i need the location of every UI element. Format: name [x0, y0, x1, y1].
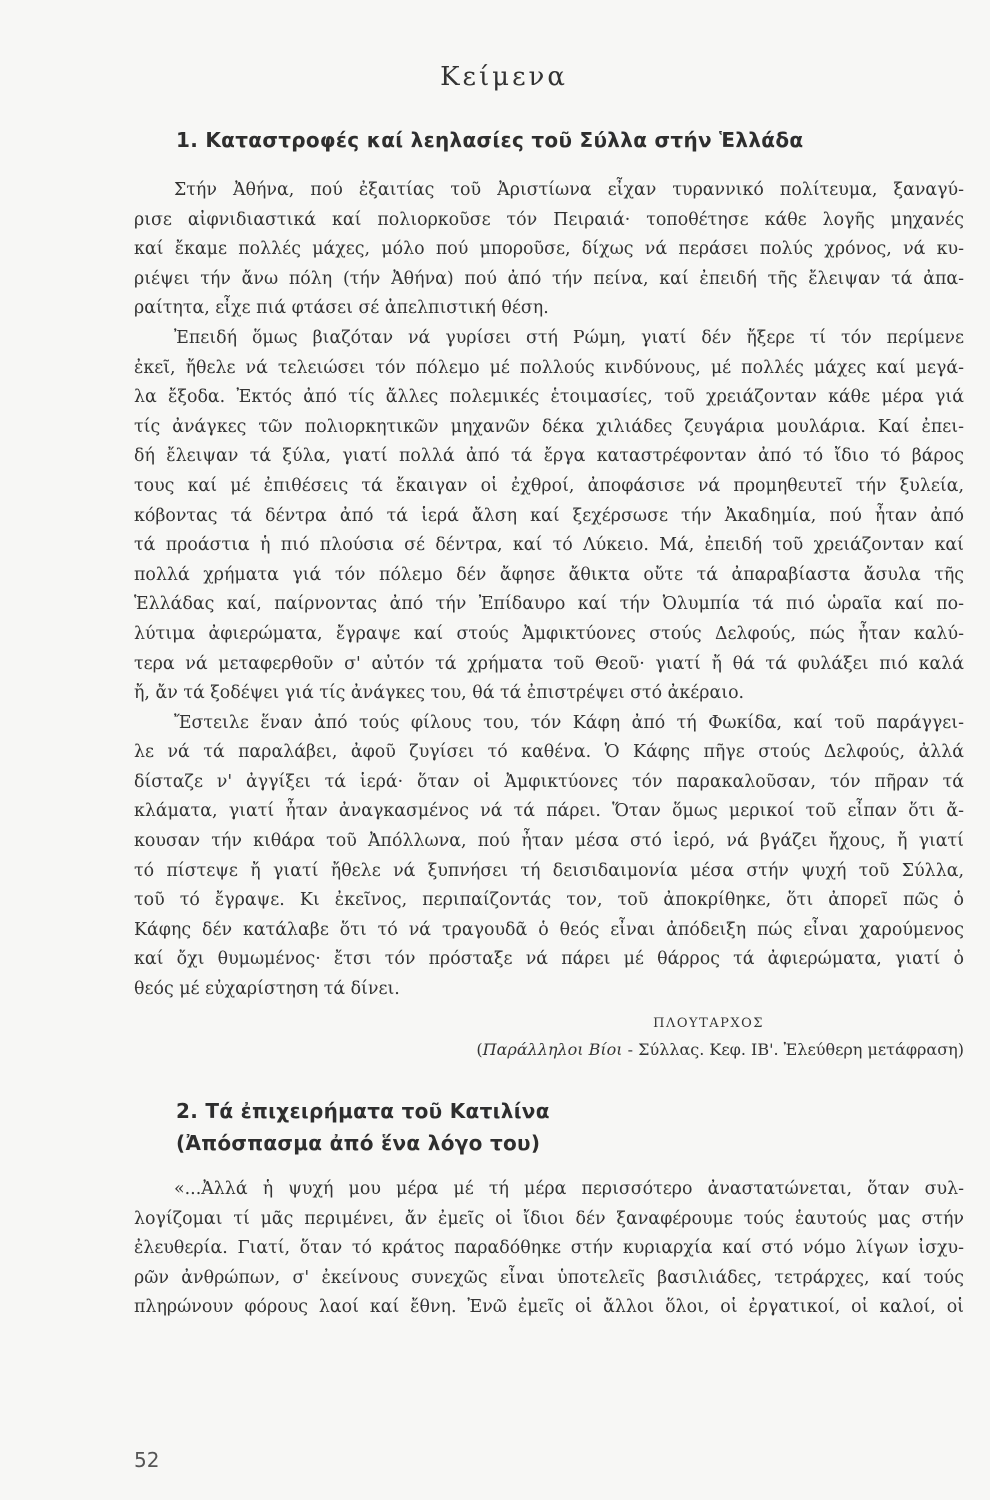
text-line: καί ὄχι θυμωμένος· ἔτσι τόν πρόσταξε νά πάρει μέ θάρρος τά ἀφιερώματα, γιατί ὁ — [134, 949, 964, 970]
text-line: πληρώνουν φόρους λαοί καί ἔθνη. Ἐνῶ ἐμεῖς οἱ ἄλλοι ὅλοι, οἱ ἐργατικοί, οἱ καλοί, οἱ — [134, 1297, 964, 1318]
section-1-text — [134, 176, 964, 1005]
text-line: λογίζομαι τί μᾶς περιμένει, ἄν ἐμεῖς οἱ ἴδιοι δέν ξαναφέρουμε τούς ἑαυτούς μας στήν — [134, 1208, 964, 1229]
text-line: ἤ, ἄν τά ξοδέψει γιά τίς ἀνάγκες του, θά τά ἐπιστρέψει στό ἀκέραιο. — [134, 683, 745, 704]
page-title: Κείμενα — [440, 62, 568, 92]
text-line: θεός μέ εὐχαρίστηση τά δίνει. — [134, 979, 400, 1000]
text-line: «...Ἀλλά ἡ ψυχή μου μέρα μέ τή μέρα περισσότερο ἀναστατώνεται, ὅταν συλ- — [174, 1179, 964, 1199]
source-title: Παράλληλοι Βίοι — [482, 1040, 623, 1059]
text-line: Κάφης δέν κατάλαβε ὅτι τό νά τραγουδᾶ ὁ θεός εἶναι ἀπόδειξη πώς εἶναι χαρούμενος — [134, 919, 964, 940]
source-details: - Σύλλας. Κεφ. ΙΒ'. Ἐλεύθερη μετάφραση — [627, 1040, 958, 1059]
text-line: κόβοντας τά δέντρα ἀπό τά ἱερά ἄλση καί ξεχέρσωσε τήν Ἀκαδημία, πού ἦταν ἀπό — [134, 505, 964, 526]
text-line: πολλά χρήματα γιά τόν πόλεμο δέν ἄφησε ἄθικτα οὔτε τά ἀπαραβίαστα ἄσυλα τῆς — [134, 564, 964, 585]
section-2-heading — [176, 1095, 550, 1159]
text-line: καί ἔκαμε πολλές μάχες, μόλο πού μποροῦσε, δίχως νά περάσει πολύς χρόνος, νά κυ- — [134, 239, 964, 260]
text-line: ἐλευθερία. Γιατί, ὅταν τό κράτος παραδόθηκε στήν κυριαρχία καί στό νόμο λίγων ἰσχυ- — [134, 1238, 964, 1259]
source-citation: (Παράλληλοι Βίοι - Σύλλας. Κεφ. ΙΒ'. Ἐλεύθερη μετάφραση) — [476, 1040, 964, 1059]
text-line: κλάματα, γιατί ἦταν ἀναγκασμένος νά τά πάρει. Ὅταν ὅμως μερικοί τοῦ εἶπαν ὅτι ἄ- — [134, 801, 964, 822]
text-line: Ἔστειλε ἕναν ἀπό τούς φίλους του, τόν Κάφη ἀπό τή Φωκίδα, καί τοῦ παράγγει- — [174, 712, 964, 733]
text-line: δή ἔλειψαν τά ξύλα, γιατί πολλά ἀπό τά ἔργα καταστρέφονταν ἀπό τό ἴδιο τό βάρος — [134, 446, 964, 467]
text-line: ρισε αἰφνιδιαστικά καί πολιορκοῦσε τόν Πειραιά· τοποθέτησε κάθε λογῆς μηχανές — [134, 209, 964, 230]
text-line: τό πίστεψε ἤ γιατί ἤθελε νά ξυπνήσει τή δεισιδαιμονία μέσα στήν ψυχή τοῦ Σύλλα, — [134, 860, 964, 881]
author-attribution: ΠΛΟΥΤΑΡΧΟΣ — [653, 1016, 764, 1031]
text-line: ραίτητα, εἶχε πιά φτάσει σέ ἀπελπιστική θέση. — [134, 298, 549, 319]
section-2-heading-line1: 2. Τά ἐπιχειρήματα τοῦ Κατιλίνα — [176, 1099, 550, 1123]
text-line: λα ἔξοδα. Ἐκτός ἀπό τίς ἄλλες πολεμικές ἑτοιμασίες, τοῦ χρειάζονταν κάθε μέρα γιά — [134, 387, 964, 408]
text-line: τίς ἀνάγκες τῶν πολιορκητικῶν μηχανῶν δέκα χιλιάδες ζευγάρια μουλάρια. Καί ἐπει- — [134, 416, 964, 437]
text-line: τερα νά μεταφερθοῦν σ' αὐτόν τά χρήματα τοῦ Θεοῦ· γιατί ἤ θά τά φυλάξει πιό καλά — [134, 653, 964, 674]
section-1-heading: 1. Καταστροφές καί λεηλασίες τοῦ Σύλλα στήν Ἑλλάδα — [176, 128, 804, 152]
text-line: δίσταζε ν' ἀγγίξει τά ἱερά· ὅταν οἱ Ἀμφικτύονες τόν παρακαλοῦσαν, τόν πῆραν τά — [134, 771, 964, 792]
text-line: ἐκεῖ, ἤθελε νά τελειώσει τόν πόλεμο μέ πολλούς κινδύνους, μέ πολλές μάχες καί μεγά- — [134, 357, 964, 378]
text-line: Ἑλλάδας καί, παίρνοντας ἀπό τήν Ἐπίδαυρο καί τήν Ὀλυμπία τά πιό ὡραῖα καί πο- — [134, 594, 964, 615]
text-line: Ἐπειδή ὅμως βιαζόταν νά γυρίσει στή Ρώμη, γιατί δέν ἤξερε τί τόν περίμενε — [174, 327, 964, 348]
text-line: τους καί μέ ἐπιθέσεις τά ἔκαιγαν οἱ ἐχθροί, ἀποφάσισε νά προμηθευτεῖ τήν ξυλεία, — [134, 475, 964, 496]
section-2-text — [134, 1175, 964, 1323]
text-line: ριέψει τήν ἄνω πόλη (τήν Ἀθήνα) πού ἀπό τήν πείνα, καί ἐπειδή τῆς ἔλειψαν τά ἀπα- — [134, 268, 964, 289]
page-number: 52 — [134, 1448, 160, 1472]
text-line: τοῦ τό ἔγραψε. Κι ἐκεῖνος, περιπαίζοντάς τον, τοῦ ἀποκρίθηκε, ὅτι ἀπορεῖ πῶς ὁ — [134, 890, 964, 911]
text-line: λε νά τά παραλάβει, ἀφοῦ ζυγίσει τό καθένα. Ὁ Κάφης πῆγε στούς Δελφούς, ἀλλά — [134, 742, 964, 763]
text-line: τά προάστια ἡ πιό πλούσια σέ δέντρα, καί τό Λύκειο. Μά, ἐπειδή τοῦ χρειάζονταν καί — [134, 535, 964, 556]
section-2-heading-line2: (Ἀπόσπασμα ἀπό ἕνα λόγο του) — [176, 1131, 541, 1155]
text-line: κουσαν τήν κιθάρα τοῦ Ἀπόλλωνα, πού ἦταν μέσα στό ἱερό, νά βγάζει ἤχους, ἤ γιατί — [134, 831, 964, 852]
text-line: Στήν Ἀθήνα, πού ἐξαιτίας τοῦ Ἀριστίωνα εἶχαν τυραννικό πολίτευμα, ξαναγύ- — [174, 180, 964, 200]
text-line: ρῶν ἀνθρώπων, σ' ἐκείνους συνεχῶς εἶναι ὑποτελεῖς βασιλιάδες, τετράρχες, καί τούς — [134, 1267, 964, 1288]
text-line: λύτιμα ἀφιερώματα, ἔγραψε καί στούς Ἀμφικτύονες στούς Δελφούς, πώς ἦταν καλύ- — [134, 623, 964, 644]
